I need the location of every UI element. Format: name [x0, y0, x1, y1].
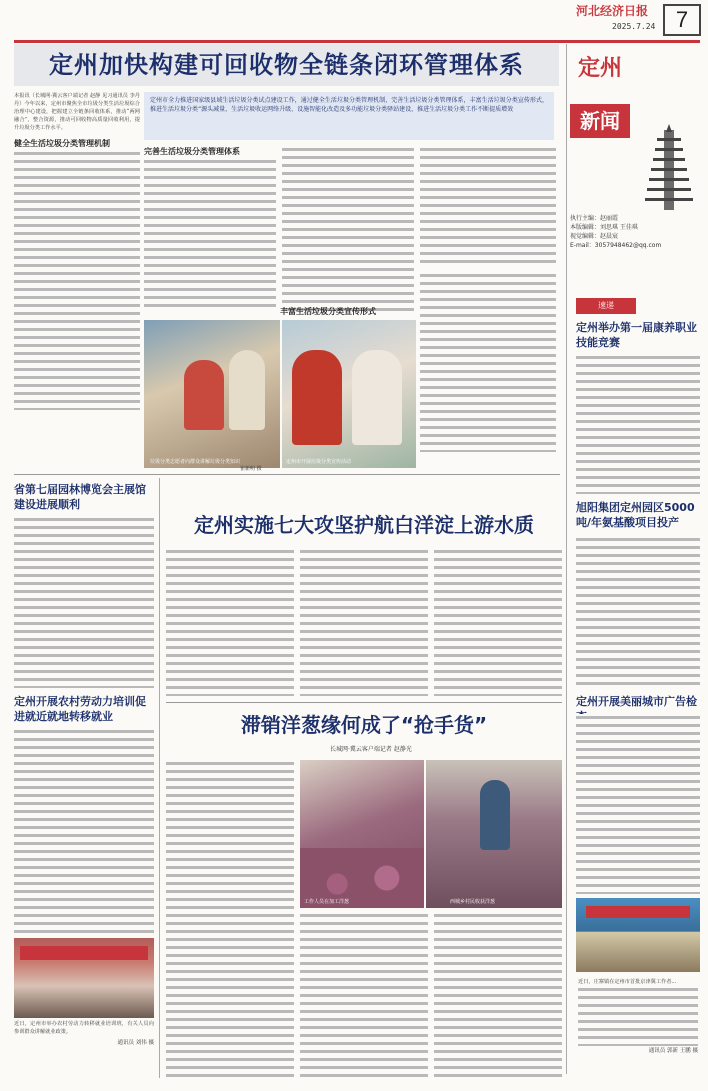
left-brief-photo [14, 938, 154, 1018]
bottom-right-photo-credit: 通讯员 郭新 王鹏 摄 [648, 1048, 698, 1054]
onion-story-col-1 [166, 760, 294, 1078]
onion-story-byline: 长城网·冀云客户端记者 赵静光 [330, 746, 412, 753]
main-story-body-6 [420, 272, 556, 452]
sidebar-divider [566, 44, 567, 1074]
main-photo-credit: 崔新明 摄 [240, 466, 262, 472]
main-story-col-3 [144, 146, 276, 316]
credit-editor-in-chief: 执行主编：赵丽霞 [570, 215, 619, 222]
onion-photo-caption-2: 西城乡村民收获洋葱 [450, 899, 496, 905]
photo-figure-right [292, 350, 342, 445]
main-blue-box: 定州市全力推进国家级县域生活垃圾分类试点建设工作，通过健全生活垃圾分类管理机制，完善生活垃圾分类管理体系，丰富生活垃圾分类宣传形式，推进生活垃圾分类“源头减量，生活垃圾收运网络升级、设施智能化改造及多功能垃圾分类驿站建设，推进生活垃圾分类工作不断提质增效 [150, 97, 548, 113]
masthead-paper-name: 河北经济日报 [576, 4, 649, 18]
left-brief-2-head: 定州开展农村劳动力培训促进就近就地转移就业 [14, 695, 146, 723]
left-brief-2-body [14, 728, 154, 934]
onion-story-col-3 [434, 912, 562, 1078]
main-photo-left [144, 320, 280, 468]
main-photo-right [282, 320, 416, 468]
credit-email: E-mail：3057948462@qq.com [570, 242, 662, 249]
main-photo-caption-right: 定州市开展垃圾分类宣传活动 [286, 459, 352, 465]
onion-photo-caption-1: 工作人员在加工洋葱 [304, 899, 350, 905]
sidebar-brief-2-head: 旭阳集团定州园区5000吨/年氨基酸项目投产 [576, 501, 695, 529]
photo-figure-right-2 [352, 350, 402, 445]
left-brief-1-body [14, 516, 154, 688]
photo-figure-left-2 [229, 350, 265, 430]
credit-editors: 本版编辑：刘思琪 王佳琪 [570, 224, 638, 231]
water-story-col-1 [166, 548, 294, 696]
section-label-bottom: 新闻 [570, 104, 630, 138]
onion-story-headline: 滞销洋葱缘何成了“抢手货” [240, 713, 488, 737]
left-brief-caption-box [14, 1020, 154, 1080]
bottom-right-caption-box [576, 976, 700, 1070]
main-story-col-4 [282, 146, 414, 316]
left-brief-photo-credit: 通讯员 刘伟 摄 [117, 1040, 154, 1046]
sidebar-brief-1-body [576, 354, 700, 494]
water-story-col-3 [434, 548, 562, 696]
pagoda-icon [640, 124, 698, 214]
left-column-divider [159, 478, 160, 1078]
page-number: 7 [663, 4, 701, 36]
water-story-headline: 定州实施七大攻坚护航白洋淀上游水质 [194, 513, 534, 537]
onion-story-col-2 [300, 912, 428, 1078]
bottom-right-photo-caption: 近日，庄寨镇在定州市首批京津冀工作者... [578, 979, 677, 985]
water-story-col-2 [300, 548, 428, 696]
main-subhead-1: 健全生活垃圾分类管理机制 [14, 139, 110, 148]
onion-story-divider [166, 702, 562, 703]
credit-visual: 视觉编辑：赵晨宸 [570, 233, 619, 240]
main-story-body-5 [420, 146, 556, 264]
photo-figure-left [184, 360, 224, 430]
main-headline: 定州加快构建可回收物全链条闭环管理体系 [14, 44, 559, 86]
main-story-col-2 [144, 92, 554, 140]
left-brief-photo-caption: 近日，定州市举办农村劳动力转移就业培训班，有关人员向参训群众讲解就业政策。 [14, 1021, 154, 1035]
sidebar-brief-3-head: 定州开展美丽城市广告检 [576, 695, 697, 708]
main-story-col-1 [14, 92, 140, 462]
main-subhead-2: 完善生活垃圾分类管理体系 [144, 147, 240, 156]
sidebar-brief-1-head: 定州举办第一届康养职业技能竞赛 [576, 321, 697, 349]
main-story-body-2 [144, 158, 276, 308]
main-story-lead: 本报讯（长城网·冀云客户端记者 赵静 见习通讯员 李丹丹）今年以来，定州市聚焦全市垃圾分类生活垃圾综合治理中心建设，把握建立全链条回收体系，推动“两网融合”，整合资源，推动可回收物高质量回收利用，提升垃圾分类工作水平。 [14, 93, 140, 131]
onion-photo-2 [426, 760, 562, 908]
main-story-body-1 [14, 150, 140, 410]
section-label-top: 定州 [577, 56, 622, 81]
sidebar-photo-banner [586, 906, 690, 918]
main-subhead-3: 丰富生活垃圾分类宣传形式 [280, 307, 376, 316]
left-brief-1-head: 省第七届园林博览会主展馆建设进展顺利 [14, 483, 146, 511]
masthead-date: 2025.7.24 [612, 22, 656, 31]
onion-photo-2-figure [480, 780, 510, 850]
sidebar-photo [576, 898, 700, 972]
main-photo-caption-left: 垃圾分类志愿者向群众讲解垃圾分类知识 [150, 459, 241, 465]
left-brief-photo-banner [20, 946, 148, 960]
onion-photo-1 [300, 760, 424, 908]
page-credits [570, 214, 700, 250]
bottom-right-caption-lines [578, 986, 698, 1046]
sidebar-brief-2-body [576, 536, 700, 688]
sidebar-brief-3-body [576, 714, 700, 894]
express-label: 速递 [576, 298, 636, 314]
left-briefs-divider [14, 474, 560, 475]
masthead-rule [14, 40, 700, 43]
